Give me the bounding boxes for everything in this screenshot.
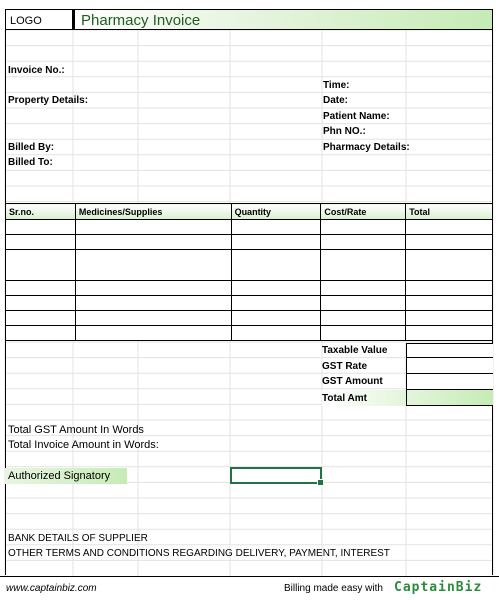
- table-cell[interactable]: [6, 220, 76, 235]
- terms-label: OTHER TERMS AND CONDITIONS REGARDING DELIVERY, PAYMENT, INTEREST: [8, 548, 390, 559]
- page-title: Pharmacy Invoice: [81, 12, 201, 29]
- gst-rate-cell[interactable]: [406, 358, 493, 374]
- invoice-title-cell: [73, 9, 493, 30]
- table-cell[interactable]: [6, 235, 76, 250]
- table-cell[interactable]: [231, 235, 321, 250]
- table-cell[interactable]: [406, 220, 493, 235]
- table-cell[interactable]: [6, 281, 76, 296]
- table-cell[interactable]: [321, 326, 406, 341]
- logo-cell: [5, 9, 73, 30]
- total-amt-cell[interactable]: [406, 390, 493, 406]
- table-row[interactable]: [6, 220, 493, 235]
- table-cell[interactable]: [6, 326, 76, 341]
- table-cell[interactable]: [231, 326, 321, 341]
- col-srno: Sr.no.: [6, 204, 76, 220]
- table-cell[interactable]: [75, 281, 231, 296]
- total-amt-label: Total Amt: [322, 393, 367, 404]
- website-link[interactable]: www.captainbiz.com: [6, 583, 97, 594]
- table-cell[interactable]: [231, 250, 321, 281]
- table-row[interactable]: [6, 326, 493, 341]
- table-cell[interactable]: [321, 281, 406, 296]
- phn-no-label: Phn NO.:: [323, 126, 366, 137]
- table-cell[interactable]: [321, 220, 406, 235]
- col-quantity: Quantity: [231, 204, 321, 220]
- table-row[interactable]: [6, 250, 493, 281]
- bank-details-label: BANK DETAILS OF SUPPLIER: [8, 533, 148, 544]
- table-row[interactable]: [6, 296, 493, 311]
- col-medicines: Medicines/Supplies: [75, 204, 231, 220]
- invoice-words-label: Total Invoice Amount in Words:: [8, 439, 159, 451]
- time-label: Time:: [323, 80, 350, 91]
- selected-cell[interactable]: [230, 467, 322, 484]
- col-cost-rate: Cost/Rate: [321, 204, 406, 220]
- taxable-value-cell[interactable]: [406, 343, 493, 358]
- billed-by-label: Billed By:: [8, 142, 55, 153]
- table-cell[interactable]: [321, 235, 406, 250]
- table-cell[interactable]: [75, 235, 231, 250]
- table-row[interactable]: [6, 235, 493, 250]
- gst-rate-label: GST Rate: [322, 361, 368, 372]
- table-row[interactable]: [6, 311, 493, 326]
- table-cell[interactable]: [6, 296, 76, 311]
- table-cell[interactable]: [231, 296, 321, 311]
- table-cell[interactable]: [406, 296, 493, 311]
- table-cell[interactable]: [75, 311, 231, 326]
- table-cell[interactable]: [75, 296, 231, 311]
- table-cell[interactable]: [6, 250, 76, 281]
- footer-tagline: Billing made easy with: [284, 583, 383, 594]
- table-cell[interactable]: [75, 326, 231, 341]
- logo-label: LOGO: [10, 15, 42, 27]
- patient-name-label: Patient Name:: [323, 111, 390, 122]
- table-cell[interactable]: [231, 311, 321, 326]
- table-cell[interactable]: [406, 311, 493, 326]
- table-cell[interactable]: [75, 220, 231, 235]
- table-cell[interactable]: [6, 311, 76, 326]
- table-cell[interactable]: [406, 326, 493, 341]
- footer-divider: [0, 576, 499, 577]
- invoice-no-label: Invoice No.:: [8, 65, 65, 76]
- gst-words-label: Total GST Amount In Words: [8, 424, 144, 436]
- table-header-row: [6, 204, 493, 220]
- col-total: Total: [406, 204, 493, 220]
- table-cell[interactable]: [75, 250, 231, 281]
- table-row[interactable]: [6, 281, 493, 296]
- table-cell[interactable]: [406, 235, 493, 250]
- table-cell[interactable]: [231, 220, 321, 235]
- billed-to-label: Billed To:: [8, 157, 53, 168]
- gst-amount-label: GST Amount: [322, 376, 383, 387]
- table-cell[interactable]: [321, 296, 406, 311]
- table-cell[interactable]: [321, 250, 406, 281]
- taxable-value-label: Taxable Value: [322, 345, 388, 356]
- property-details-label: Property Details:: [8, 95, 89, 106]
- pharmacy-details-label: Pharmacy Details:: [323, 142, 410, 153]
- gst-amount-cell[interactable]: [406, 374, 493, 390]
- table-cell[interactable]: [406, 250, 493, 281]
- authorized-signatory-label: Authorized Signatory: [8, 470, 111, 482]
- table-cell[interactable]: [406, 281, 493, 296]
- table-cell[interactable]: [231, 281, 321, 296]
- captainbiz-logo: CaptainBiz: [394, 580, 483, 595]
- table-cell[interactable]: [321, 311, 406, 326]
- items-table: [5, 203, 493, 341]
- date-label: Date:: [323, 95, 349, 106]
